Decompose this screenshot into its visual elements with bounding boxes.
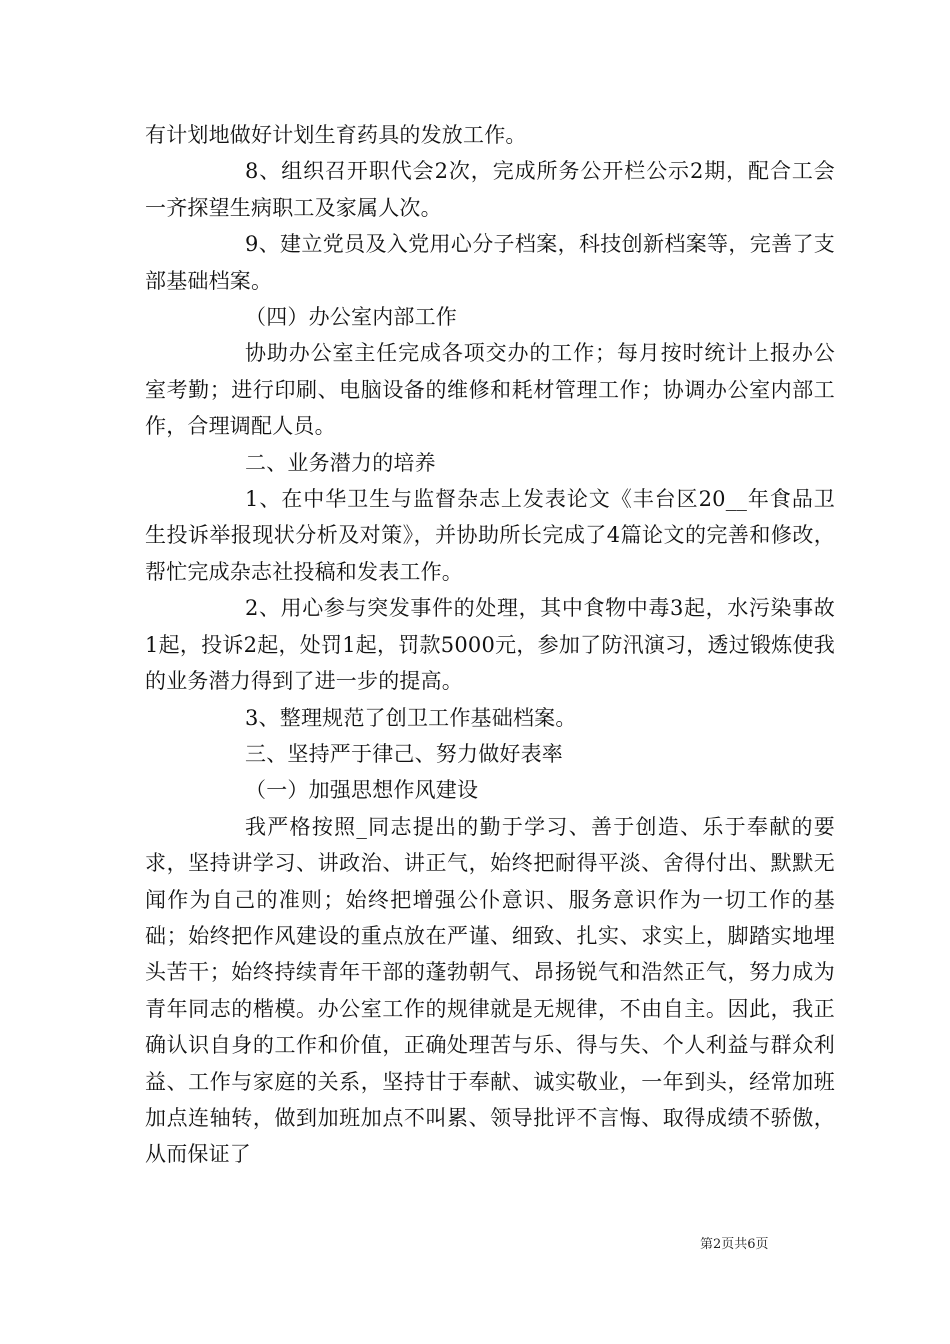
section-heading-business-ability: 二、业务潜力的培养 [245, 450, 436, 475]
subsection-heading-work-style: （一）加强思想作风建设 [245, 778, 479, 803]
document-body [145, 117, 835, 1173]
paragraph-item-3: 3、整理规范了创卫工作基础档案。 [245, 705, 577, 730]
paragraph-item-2: 2、用心参与突发事件的处理，其中食物中毒3起，水污染事故1起，投诉2起，处罚1起，罚款5000元，参加了防汛演习，透过锻炼使我的业务潜力得到了进一步的提高。 [145, 596, 835, 694]
page-number-footer: 第2页共6页 [700, 1237, 769, 1252]
section-heading-self-discipline: 三、坚持严于律己、努力做好表率 [245, 741, 563, 766]
section-heading-office-internal: （四）办公室内部工作 [245, 305, 457, 330]
paragraph-continuation: 有计划地做好计划生育药具的发放工作。 [145, 123, 527, 147]
paragraph-work-style: 我严格按照_同志提出的勤于学习、善于创造、乐于奉献的要求，坚持讲学习、讲政治、讲正气，始终把耐得平淡、舍得付出、默默无闻作为自己的准则；始终把增强公仆意识、服务意识作为一切工作的基础；始终把作风建设的重点放在严谨、细致、扎实、求实上，脚踏实地埋头苦干；始终持续青年干部的蓬勃朝气、昂扬锐气和浩然正气，努力成为青年同志的楷模。办公室工作的规律就是无规律，不由自主。因此，我正确认识自身的工作和价值，正确处理苦与乐、得与失、个人利益与群众利益、工作与家庭的关系，坚持甘于奉献、诚实敬业，一年到头，经常加班加点连轴转，做到加班加点不叫累、领导批评不言悔、取得成绩不骄傲，从而保证了 [145, 814, 835, 1167]
paragraph-item-8: 8、组织召开职代会2次，完成所务公开栏公示2期，配合工会一齐探望生病职工及家属人次。 [145, 159, 835, 220]
paragraph-item-1: 1、在中华卫生与监督杂志上发表论文《丰台区20__年食品卫生投诉举报现状分析及对策》，并协助所长完成了4篇论文的完善和修改，帮忙完成杂志社投稿和发表工作。 [145, 487, 835, 584]
paragraph-office-internal: 协助办公室主任完成各项交办的工作；每月按时统计上报办公室考勤；进行印刷、电脑设备的维修和耗材管理工作；协调办公室内部工作，合理调配人员。 [145, 341, 835, 439]
paragraph-item-9: 9、建立党员及入党用心分子档案，科技创新档案等，完善了支部基础档案。 [145, 232, 835, 293]
